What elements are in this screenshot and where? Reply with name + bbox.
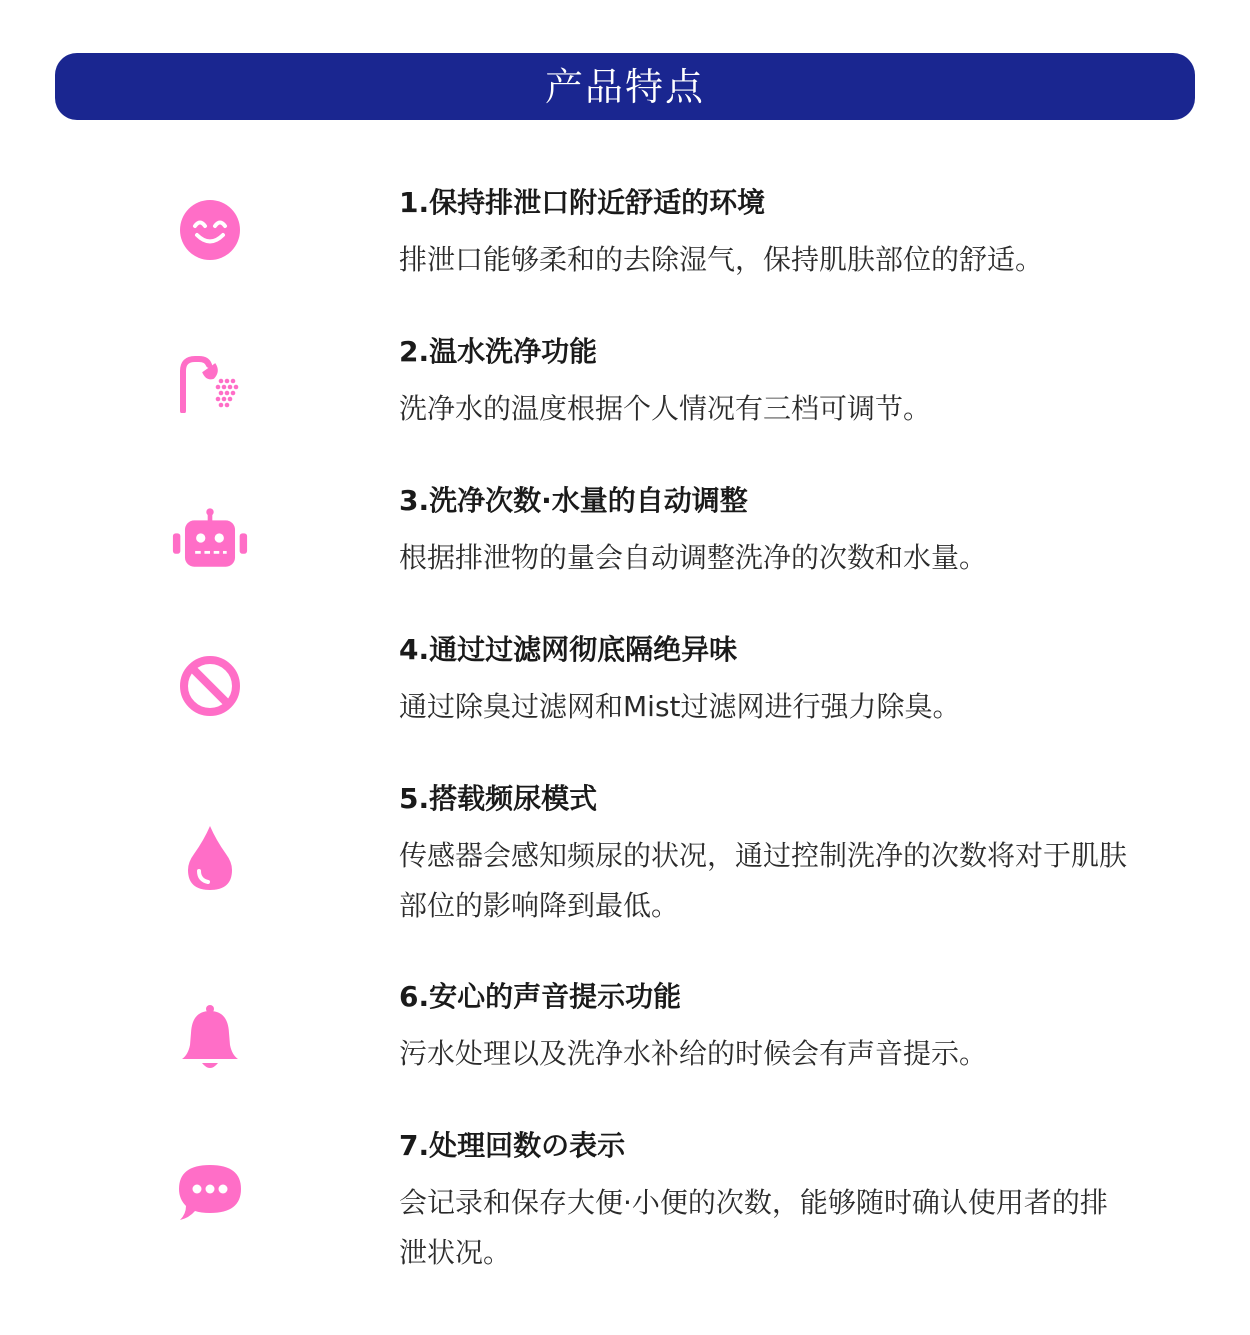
feature-title: 2.温水洗净功能 <box>399 335 598 368</box>
feature-description: 污水处理以及洗净水补给的时候会有声音提示。 <box>399 1037 988 1070</box>
feature-title: 5.搭载频尿模式 <box>399 782 598 815</box>
robot-icon <box>172 500 248 576</box>
chat-bubble-icon <box>172 1154 248 1230</box>
feature-description: 传感器会感知频尿的状况，通过控制洗净的次数将对于肌肤部位的影响降到最低。 <box>399 839 1128 922</box>
page-title: 产品特点 <box>544 64 705 109</box>
feature-title: 1.保持排泄口附近舒适的环境 <box>399 186 766 219</box>
prohibited-icon <box>172 648 248 724</box>
feature-title: 3.洗净次数·水量的自动调整 <box>399 484 748 517</box>
feature-description: 根据排泄物的量会自动调整洗净的次数和水量。 <box>399 541 988 574</box>
shower-icon <box>172 344 248 420</box>
smile-icon <box>172 192 248 268</box>
feature-description: 通过除臭过滤网和Mist过滤网进行强力除臭。 <box>399 690 961 723</box>
feature-title: 7.处理回数の表示 <box>399 1129 626 1162</box>
feature-description: 会记录和保存大便·小便的次数，能够随时确认使用者的排泄状况。 <box>399 1186 1108 1269</box>
feature-description: 洗净水的温度根据个人情况有三档可调节。 <box>399 392 932 425</box>
bell-icon <box>172 1000 248 1076</box>
feature-title: 4.通过过滤网彻底隔绝异味 <box>399 633 738 666</box>
feature-title: 6.安心的声音提示功能 <box>399 980 682 1013</box>
water-drop-icon <box>172 820 248 896</box>
feature-description: 排泄口能够柔和的去除湿气，保持肌肤部位的舒适。 <box>399 243 1044 276</box>
header-bar <box>55 53 1195 120</box>
